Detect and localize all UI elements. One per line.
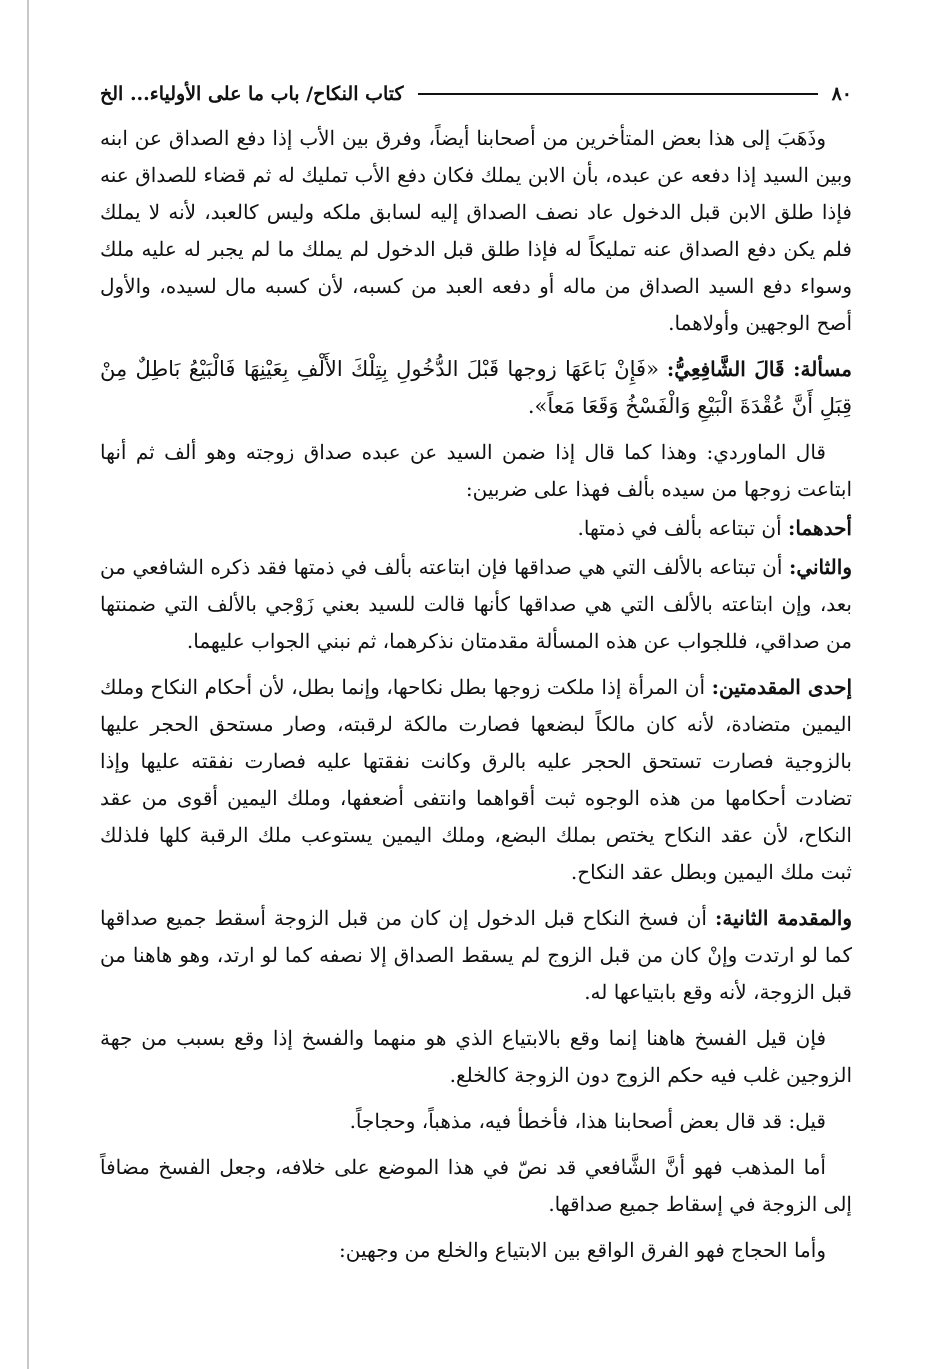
paragraph bbox=[100, 510, 852, 547]
paragraph-text: أن تبتاعه بالألف التي هي صداقها فإن ابتاعته بألف في ذمتها فقد ذكره الشافعي من بعد، وإن ابتاعته بالألف التي هي صداقها كأنها قالت للسيد بعني زَوْجي بالألف التي ضمنتها من صداقي، فللجواب عن هذه المسألة مقدمتان نذكرهما، ثم نبني الجواب عليهما. bbox=[100, 555, 852, 653]
paragraph-masala bbox=[100, 351, 852, 425]
paragraph bbox=[100, 1020, 852, 1094]
paragraph-lead: والثاني: bbox=[788, 555, 852, 579]
running-title: كتاب النكاح/ باب ما على الأولياء... الخ bbox=[100, 82, 404, 105]
paragraph-text: «فَإِنْ بَاعَهَا زوجها قَبْلَ الدُّخُولِ بِتِلْكَ الأَلْفِ بِعَيْنِهَا فَالْبَيْعُ بَاطِلٌ مِنْ قِبَلِ أَنَّ عُقْدَةَ الْبَيْعِ وَالْفَسْخُ وَقَعَا مَعاً». bbox=[100, 357, 852, 418]
book-page bbox=[100, 76, 852, 1278]
paragraph-lead: إحدى المقدمتين: bbox=[711, 675, 853, 699]
paragraph-text: أن فسخ النكاح قبل الدخول إن كان من قبل الزوجة أسقط جميع صداقها كما لو ارتدت وإنْ كان من قبل الزوج لم يسقط الصداق إلا نصفه كما لو ارتد، وهو هاهنا من قبل الزوجة، لأنه وقع بابتياعها له. bbox=[100, 906, 852, 1004]
paragraph-text: وذَهَبَ إلى هذا بعض المتأخرين من أصحابنا أيضاً، وفرق بين الأب إذا دفع الصداق عن ابنه وبين السيد إذا دفعه عن عبده، بأن الابن يملك فكان دفع الأب تمليك له ثم قضاء للصداق عنه فإذا طلق الابن قبل الدخول عاد نصف الصداق إليه لسابق ملكه وليس كالعبد، لأنه لا يملك فلم يكن دفع الصداق عنه تمليكاً له فإذا طلق قبل الدخول لم يملك ما لم يجبر له عليه ملك وسواء دفع السيد الصداق من ماله أو دفعه العبد من كسبه، لأن كسبه مال لسيده، والأول أصح الوجهين وأولاهما. bbox=[100, 126, 852, 335]
paragraph-text: أما المذهب فهو أنَّ الشَّافعي قد نصّ في هذا الموضع على خلافه، وجعل الفسخ مضافاً إلى الزوجة في إسقاط جميع صداقها. bbox=[100, 1155, 852, 1216]
paragraph bbox=[100, 669, 852, 891]
paragraph-lead: أحدهما: bbox=[787, 516, 852, 540]
page-header bbox=[100, 76, 852, 112]
paragraph bbox=[100, 434, 852, 508]
paragraph-text: أن تبتاعه بألف في ذمتها. bbox=[577, 516, 782, 540]
paragraph-lead: مسألة: قَالَ الشَّافِعِيُّ: bbox=[666, 357, 852, 381]
paragraph bbox=[100, 1149, 852, 1223]
paragraph bbox=[100, 120, 852, 342]
paragraph bbox=[100, 900, 852, 1011]
paragraph bbox=[100, 549, 852, 660]
paragraph-lead: والمقدمة الثانية: bbox=[714, 906, 852, 930]
paragraph-text: قال الماوردي: وهذا كما قال إذا ضمن السيد عن عبده صداق زوجته وهو ألف ثم أنها ابتاعت زوجها من سيده بألف فهذا على ضربين: bbox=[100, 440, 852, 501]
paragraph bbox=[100, 1103, 852, 1140]
paragraph bbox=[100, 1232, 852, 1269]
page-number: ٨٠ bbox=[831, 82, 852, 105]
paragraph-text: فإن قيل الفسخ هاهنا إنما وقع بالابتياع الذي هو منهما والفسخ إذا وقع بسبب من جهة الزوجين غلب فيه حكم الزوج دون الزوجة كالخلع. bbox=[100, 1026, 852, 1087]
paragraph-text: وأما الحجاج فهو الفرق الواقع بين الابتياع والخلع من وجهين: bbox=[338, 1238, 826, 1262]
header-rule bbox=[418, 93, 818, 95]
binding-edge-line bbox=[27, 0, 29, 1369]
paragraph-text: أن المرأة إذا ملكت زوجها بطل نكاحها، وإنما بطل، لأن أحكام النكاح وملك اليمين متضادة، لأنه كان مالكاً لبضعها فصارت مالكة لرقبته، وصار مستحق الحجر عليها بالزوجية فصارت تستحق الحجر عليه بالرق وكانت نفقتها عليه فصارت نفقته عليها وإذا تضادت أحكامها من هذه الوجوه ثبت أقواهما وانتفى أضعفها، وملك اليمين أقوى من عقد النكاح، لأن عقد النكاح يختص بملك البضع، وملك اليمين يستوعب ملك الرقبة كلها فلذلك ثبت ملك اليمين وبطل عقد النكاح. bbox=[100, 675, 852, 884]
paragraph-text: قيل: قد قال بعض أصحابنا هذا، فأخطأ فيه، مذهباً، وحجاجاً. bbox=[349, 1109, 826, 1133]
